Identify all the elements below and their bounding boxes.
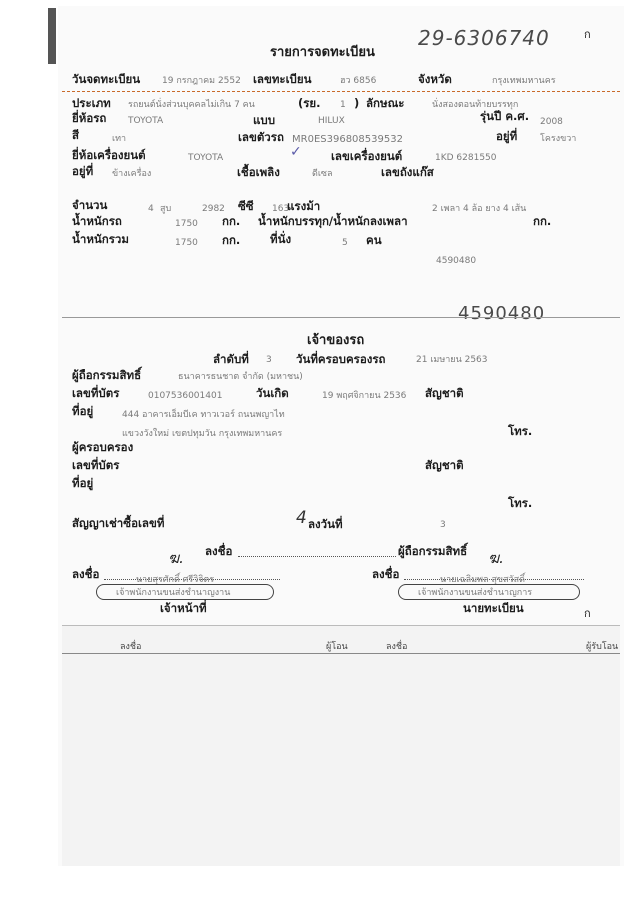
total-unit: กก. — [222, 233, 241, 247]
cyl-value: 4 — [148, 204, 154, 214]
id-no-label: เลขที่บัตร — [72, 386, 120, 400]
birth-label: วันเกิด — [256, 386, 289, 400]
owner-value: ธนาคารธนชาต จำกัด (มหาชน) — [178, 372, 303, 382]
model-label: แบบ — [253, 113, 276, 127]
order-label: ลำดับที่ — [213, 352, 249, 366]
load-label: น้ำหนักบรรทุก/น้ำหนักลงเพลา — [258, 214, 408, 228]
total-value: 1750 — [175, 238, 198, 248]
sign-left-label: ลงชื่อ — [72, 567, 100, 581]
address-line2: แขวงวังใหม่ เขตปทุมวัน กรุงเทพมหานคร — [122, 429, 283, 439]
reg-date-value: 19 กรกฎาคม 2552 — [162, 76, 241, 86]
transfer-line — [62, 652, 620, 654]
id-no-value: 0107536001401 — [148, 391, 223, 401]
page-title: รายการจดทะเบียน — [270, 45, 375, 60]
initials-left: ฆ. — [168, 549, 184, 567]
hire-label: สัญญาเช่าซื้อเลขที่ — [72, 516, 165, 530]
engine-at-label: อยู่ที่ — [72, 164, 94, 178]
owner-label: ผู้ถือกรรมสิทธิ์ — [72, 368, 142, 382]
seats-label: ที่นั่ง — [270, 232, 292, 246]
handwritten-number: 29-6306740 — [418, 26, 550, 50]
transfer-sign-b: ลงชื่อ — [386, 642, 408, 652]
address-label: ที่อยู่ — [72, 404, 94, 418]
check-mark: ✓ — [290, 144, 302, 160]
weight-value: 1750 — [175, 219, 198, 229]
sign-right-name: นายเฉลิมพล สุขสวัสดิ์ — [440, 575, 525, 585]
character-label: ลักษณะ — [366, 96, 405, 110]
tear-line — [62, 91, 620, 92]
load-unit: กก. — [533, 214, 552, 228]
type-label: ประเภท — [72, 96, 111, 110]
holder-addr-label: ที่อยู่ — [72, 476, 94, 490]
sign-owner-label: ลงชื่อ — [205, 544, 233, 558]
tel-label: โทร. — [508, 424, 533, 438]
transfer-sign-a: ลงชื่อ — [120, 642, 142, 652]
at-label: อยู่ที่ — [496, 129, 518, 143]
hire-hand: 4 — [296, 508, 307, 528]
reg-no-label: เลขทะเบียน — [253, 72, 312, 86]
brand-value: TOYOTA — [128, 116, 164, 126]
chassis-label: เลขตัวรถ — [238, 130, 284, 144]
cc-value: 2982 — [202, 204, 225, 214]
type-value: รถยนต์นั่งส่วนบุคคลไม่เกิน 7 คน — [128, 100, 255, 110]
transferor-label: ผู้โอน — [326, 642, 348, 652]
sign-owner-line — [238, 555, 396, 557]
sign-owner-suffix: ผู้ถือกรรมสิทธิ์ — [398, 544, 468, 558]
reference-code: 4590480 — [436, 256, 477, 266]
initials-right: ฆ. — [488, 549, 504, 567]
brand-label: ยี่ห้อรถ — [72, 111, 107, 125]
rs-value: 1 — [340, 100, 346, 110]
sign-right-title: นายทะเบียน — [463, 601, 524, 615]
order-value: 3 — [266, 355, 272, 365]
possess-date-label: วันที่ครอบครองรถ — [296, 352, 386, 366]
tel2-label: โทร. — [508, 496, 533, 510]
fuel-label: เชื้อเพลิง — [237, 165, 280, 179]
holder-id-label: เลขที่บัตร — [72, 458, 120, 472]
sign-right-label: ลงชื่อ — [372, 567, 400, 581]
birth-value: 19 พฤศจิกายน 2536 — [322, 391, 407, 401]
province-label: จังหวัด — [418, 72, 452, 86]
holder-nat-label: สัญชาติ — [425, 458, 464, 472]
cc-unit: ซีซี — [238, 199, 254, 213]
reg-no-value: ฮว 6856 — [340, 76, 377, 86]
address-line1: 444 อาคารเอ็มบีเค ทาวเวอร์ ถนนพญาไท — [122, 410, 285, 420]
engine-brand-value: TOYOTA — [188, 153, 224, 163]
total-label: น้ำหนักรวม — [72, 232, 129, 246]
hp-value: 163 — [272, 204, 290, 214]
color-value: เทา — [112, 134, 127, 144]
sign-right-paren: เจ้าพนักงานขนส่งชำนาญการ — [418, 588, 533, 598]
engine-brand-label: ยี่ห้อเครื่องยนต์ — [72, 148, 146, 162]
model-year-label: รุ่นปี ค.ศ. — [480, 109, 530, 123]
cyl-label: จำนวน — [72, 198, 108, 212]
binding-edge — [48, 8, 56, 64]
owner-title: เจ้าของรถ — [307, 333, 365, 348]
sign-left-name: นายสุรศักดิ์ ศรีวิจิตร — [136, 575, 215, 585]
possess-date-value: 21 เมษายน 2563 — [416, 355, 488, 365]
fuel-value: ดีเซล — [312, 169, 333, 179]
model-value: HILUX — [318, 116, 345, 126]
engine-at-value: ข้างเครื่อง — [112, 169, 152, 179]
cyl-unit: สูบ — [160, 204, 172, 214]
seats-unit: คน — [366, 233, 382, 247]
nationality-label: สัญชาติ — [425, 386, 464, 400]
character-value: นั่งสองตอนท้ายบรรทุก — [432, 100, 519, 110]
at-value: โครงขวา — [540, 134, 577, 144]
engine-no-label: เลขเครื่องยนต์ — [331, 149, 403, 163]
weight-unit: กก. — [222, 214, 241, 228]
rs-close: ) — [354, 96, 360, 110]
corner-mark-bottom: ก — [584, 607, 591, 620]
rs-label: (รย. — [298, 96, 321, 110]
engine-no-value: 1KD 6281550 — [435, 153, 497, 163]
corner-mark: ก — [584, 28, 591, 41]
holder-label: ผู้ครอบครอง — [72, 440, 134, 454]
section-divider — [62, 317, 620, 318]
model-year-value: 2008 — [540, 117, 563, 127]
hire-mid: ลงวันที่ — [308, 517, 343, 531]
sign-left-paren: เจ้าพนักงานขนส่งชำนาญงาน — [116, 588, 231, 598]
hp-unit: แรงม้า — [287, 199, 321, 213]
sign-left-title: เจ้าหน้าที่ — [160, 601, 207, 615]
reg-date-label: วันจดทะเบียน — [72, 72, 141, 86]
chassis-value: MR0ES396808539532 — [292, 134, 403, 145]
axles-value: 2 เพลา 4 ล้อ ยาง 4 เส้น — [432, 204, 527, 214]
color-label: สี — [72, 128, 80, 142]
transfer-section — [62, 625, 620, 866]
reference-code-large: 4590480 — [458, 303, 546, 324]
province-value: กรุงเทพมหานคร — [492, 76, 556, 86]
tank-no-label: เลขถังแก๊ส — [381, 165, 434, 179]
weight-label: น้ำหนักรถ — [72, 214, 122, 228]
seats-value: 5 — [342, 238, 348, 248]
hire-end: 3 — [440, 520, 446, 530]
transferee-label: ผู้รับโอน — [586, 642, 619, 652]
